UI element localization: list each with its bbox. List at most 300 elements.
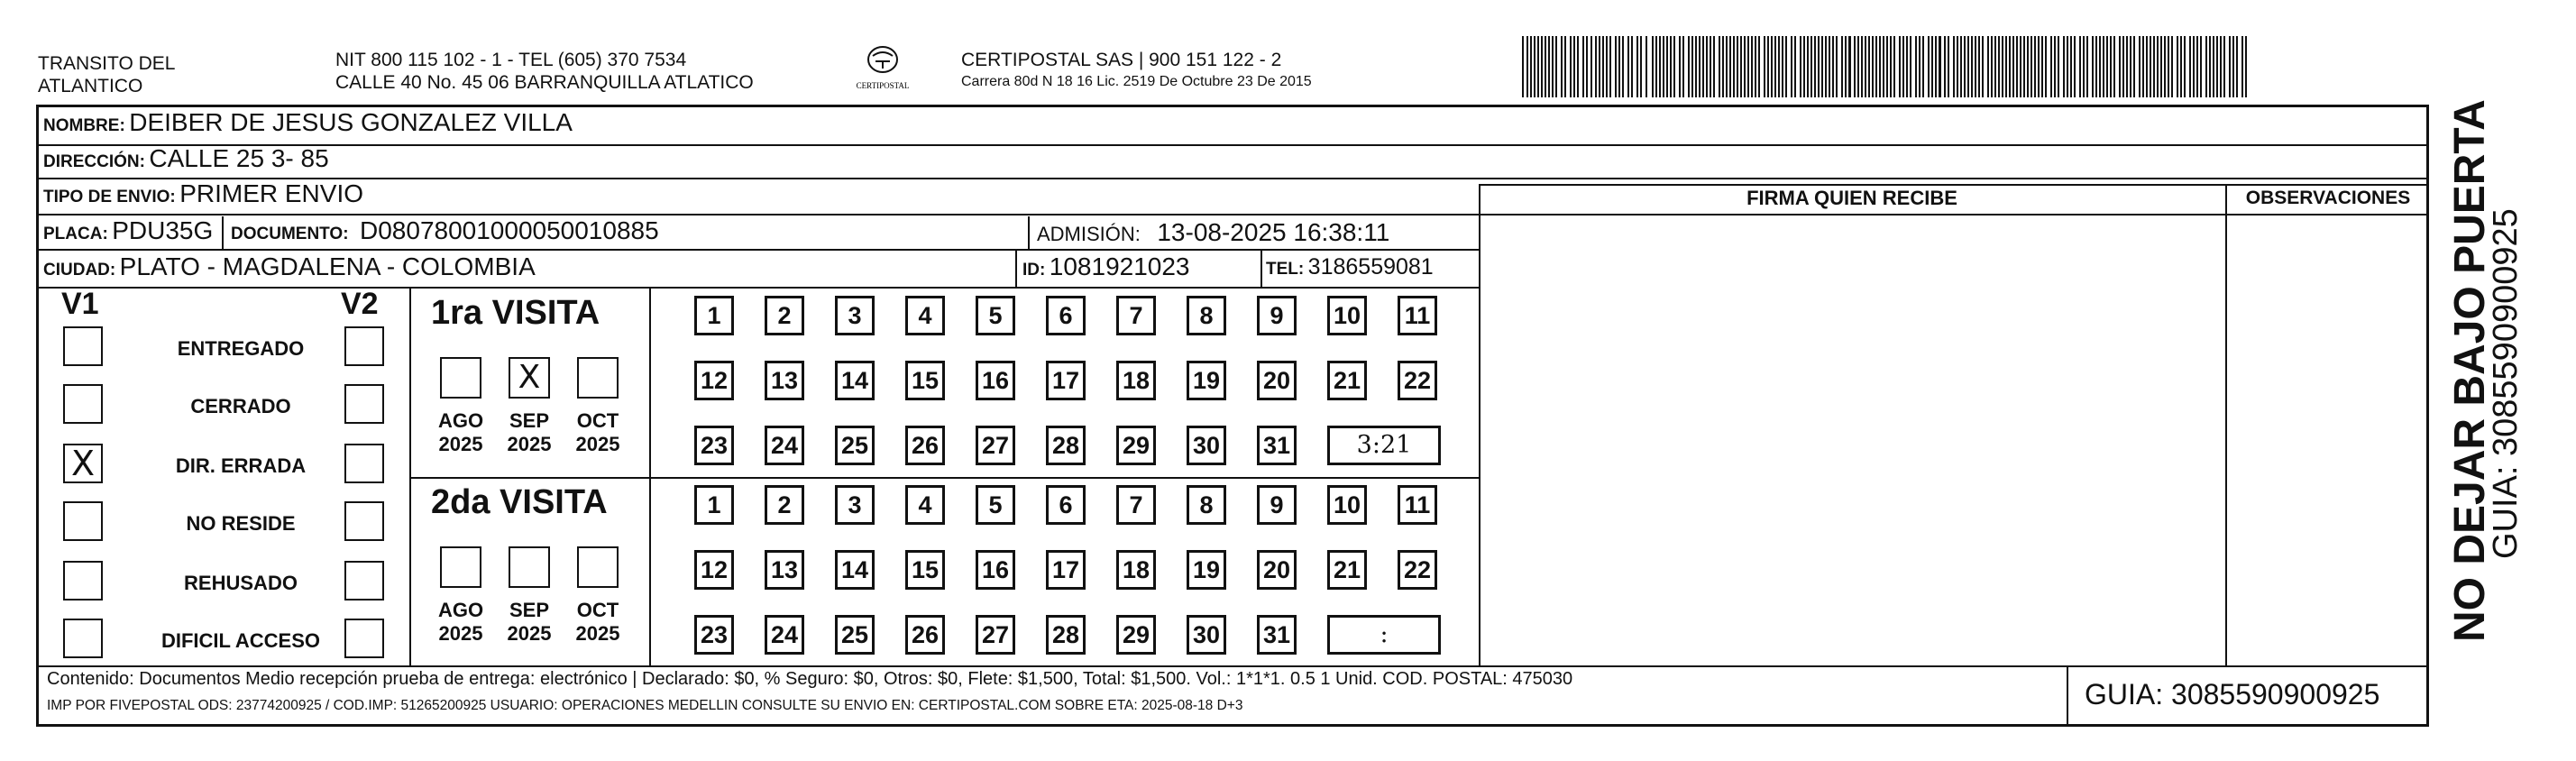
barcode-bar (1886, 36, 1888, 97)
month-label (566, 409, 629, 456)
barcode-bar (1706, 36, 1708, 97)
month-year: 2025 (438, 622, 483, 645)
footer-guia: GUIA: 3085590900925 (2085, 678, 2380, 711)
day-box[interactable]: 17 (1046, 550, 1086, 590)
status-label: NO RESIDE (186, 512, 296, 535)
barcode-bar (1975, 36, 1976, 97)
barcode-bar (1883, 36, 1884, 97)
barcode-bar (1953, 36, 1955, 97)
barcode-bar (1967, 36, 1969, 97)
month-name: AGO (437, 599, 484, 621)
barcode-bar (2160, 36, 2162, 97)
day-box[interactable]: 26 (905, 615, 945, 655)
barcode-bar (1719, 36, 1720, 97)
day-box[interactable]: 21 (1327, 550, 1367, 590)
day-box[interactable]: 30 (1187, 426, 1226, 465)
barcode-bar (2034, 36, 2036, 97)
barcode-bar (2106, 36, 2108, 97)
barcode-bar (1710, 36, 1711, 97)
barcode-bar (1814, 36, 1816, 97)
barcode-bar (1899, 36, 1901, 97)
barcode-bar (2126, 36, 2128, 97)
barcode-bar (2058, 36, 2059, 97)
direccion-field (43, 144, 329, 173)
day-box[interactable]: 5 (976, 485, 1015, 525)
barcode-bar (2146, 36, 2148, 97)
barcode-bar (1606, 36, 1608, 97)
time-box[interactable]: : (1327, 615, 1441, 655)
barcode-bar (1893, 36, 1895, 97)
barcode-bar (1879, 36, 1881, 97)
barcode-bar (1615, 36, 1617, 97)
day-box[interactable]: 31 (1257, 615, 1297, 655)
tel-field (1266, 254, 1434, 280)
status-label: DIFICIL ACCESO (160, 629, 320, 652)
nombre-value: DEIBER DE JESUS GONZALEZ VILLA (129, 108, 573, 136)
day-box[interactable]: 3 (835, 296, 875, 335)
month-checkbox[interactable] (577, 357, 619, 399)
month-label (498, 599, 561, 646)
barcode-bar (1691, 36, 1693, 97)
day-box[interactable]: 21 (1327, 361, 1367, 400)
courier-license: Carrera 80d N 18 16 Lic. 2519 De Octubre 23 De 2015 (961, 74, 1312, 89)
barcode-bar (1744, 36, 1746, 97)
barcode-bar (1646, 36, 1647, 97)
sender-name-line1: TRANSITO DEL (38, 53, 176, 74)
barcode-bar (2216, 36, 2218, 97)
day-box[interactable]: 28 (1046, 615, 1086, 655)
barcode-bar (1982, 36, 1984, 97)
barcode-bar (1875, 36, 1877, 97)
barcode-bar (2083, 36, 2085, 97)
barcode-bar (1682, 36, 1684, 97)
month-name: SEP (509, 599, 550, 621)
barcode-bar (1825, 36, 1827, 97)
day-box[interactable]: 2 (765, 296, 804, 335)
day-box[interactable]: 9 (1257, 296, 1297, 335)
v1-checkbox[interactable] (63, 561, 103, 601)
barcode-bar (1998, 36, 2000, 97)
barcode-bar (1726, 36, 1728, 97)
barcode-bar (2041, 36, 2043, 97)
day-box[interactable]: 23 (694, 426, 734, 465)
barcode-bar (2079, 36, 2081, 97)
ciudad-value: PLATO - MAGDALENA - COLOMBIA (119, 252, 536, 280)
barcode-bar (1872, 36, 1874, 97)
barcode-bar (1673, 36, 1675, 97)
barcode-bar (1890, 36, 1892, 97)
day-box[interactable]: 14 (835, 361, 875, 400)
day-box[interactable]: 4 (905, 296, 945, 335)
barcode-bar (2213, 36, 2214, 97)
v1-checkbox[interactable] (63, 384, 103, 424)
barcode-bar (2095, 36, 2097, 97)
barcode-bar (1821, 36, 1823, 97)
barcode-bar (1960, 36, 1962, 97)
barcode-bar (2074, 36, 2076, 97)
day-box[interactable]: 23 (694, 615, 734, 655)
month-name: OCT (576, 599, 619, 621)
barcode-bar (1939, 36, 1941, 97)
barcode-bar (1832, 36, 1834, 97)
barcode-bar (1695, 36, 1697, 97)
day-box[interactable]: 15 (905, 361, 945, 400)
day-box[interactable]: 12 (694, 550, 734, 590)
day-box[interactable]: 18 (1116, 361, 1156, 400)
day-box[interactable]: 24 (765, 426, 804, 465)
barcode-bar (1609, 36, 1611, 97)
month-checkbox[interactable] (577, 546, 619, 588)
sender-info-line2: CALLE 40 No. 45 06 BARRANQUILLA ATLATICO (335, 72, 754, 93)
observaciones-area[interactable] (2227, 216, 2427, 664)
documento-field (231, 216, 659, 245)
barcode-bar (2031, 36, 2032, 97)
day-box[interactable]: 6 (1046, 485, 1086, 525)
sender-info-line1: NIT 800 115 102 - 1 - TEL (605) 370 7534 (335, 50, 687, 70)
barcode-bar (1537, 36, 1539, 97)
barcode-bar (1591, 36, 1592, 97)
barcode-bar (2103, 36, 2104, 97)
admision-label: ADMISIÓN: (1037, 223, 1141, 245)
tipo-envio-label: TIPO DE ENVIO: (43, 188, 176, 206)
id-value: 1081921023 (1049, 252, 1190, 280)
month-name: SEP (509, 409, 550, 432)
barcode-bar (1552, 36, 1554, 97)
day-box[interactable]: 27 (976, 426, 1015, 465)
barcode-bar (1573, 36, 1575, 97)
v1-checkbox[interactable] (63, 501, 103, 541)
barcode-bar (2054, 36, 2056, 97)
barcode-bar (1622, 36, 1624, 97)
day-box[interactable]: 9 (1257, 485, 1297, 525)
barcode-bar (1948, 36, 1949, 97)
barcode-bar (1722, 36, 1724, 97)
barcode-bar (1800, 36, 1801, 97)
barcode-bar (1599, 36, 1600, 97)
courier-logo-text: CERTIPOSTAL (856, 81, 910, 90)
tipo-envio-field (43, 179, 363, 208)
sender-name-line2: ATLANTICO (38, 76, 143, 96)
day-box[interactable]: 25 (835, 426, 875, 465)
time-box[interactable]: 3:21 (1327, 426, 1441, 465)
month-label (498, 409, 561, 456)
barcode-bar (2205, 36, 2207, 97)
day-box[interactable]: 16 (976, 361, 1015, 400)
day-box[interactable]: 4 (905, 485, 945, 525)
barcode-bar (1737, 36, 1738, 97)
tipo-envio-value: PRIMER ENVIO (179, 179, 364, 207)
v1-checkbox[interactable] (63, 444, 103, 483)
barcode-bar (2130, 36, 2131, 97)
barcode-bar (2177, 36, 2178, 97)
barcode-bar (1902, 36, 1904, 97)
firma-heading: FIRMA QUIEN RECIBE (1746, 187, 1957, 209)
barcode-bar (1545, 36, 1546, 97)
day-box[interactable]: 8 (1187, 485, 1226, 525)
observaciones-heading: OBSERVACIONES (2245, 188, 2411, 208)
impreso-text: IMP POR FIVEPOSTAL ODS: 23774200925 / COD.IMP: 51265200925 USUARIO: OPERACIONES MEDELLIN CONSULTE SU ENVIO EN: CERTIPOSTAL.COM SOBRE ETA: 2025-08-18 D+3 (47, 698, 1243, 713)
day-box[interactable]: 18 (1116, 550, 1156, 590)
barcode-bar (1915, 36, 1917, 97)
side-guia: GUIA: 3085590900925 (2487, 208, 2525, 559)
day-box[interactable]: 25 (835, 615, 875, 655)
day-box[interactable]: 11 (1398, 296, 1437, 335)
month-label (429, 599, 492, 646)
barcode-bar (1747, 36, 1749, 97)
barcode-bar (1854, 36, 1856, 97)
day-box[interactable]: 13 (765, 361, 804, 400)
barcode-bar (1530, 36, 1532, 97)
direccion-label: DIRECCIÓN: (43, 152, 145, 171)
barcode-bar (1868, 36, 1870, 97)
barcode-bar (1807, 36, 1809, 97)
placa-value: PDU35G (112, 216, 214, 244)
month-year: 2025 (575, 622, 620, 645)
barcode-bar (1740, 36, 1742, 97)
barcode-bar (1841, 36, 1843, 97)
day-box[interactable]: 16 (976, 550, 1015, 590)
barcode-bar (2016, 36, 2018, 97)
barcode-bar (1602, 36, 1604, 97)
barcode-bar (1865, 36, 1866, 97)
barcode-bar (1764, 36, 1765, 97)
barcode-bar (2005, 36, 2007, 97)
barcode-bar (1586, 36, 1588, 97)
barcode-bar (1803, 36, 1805, 97)
month-checkbox[interactable] (440, 357, 481, 399)
barcode-bar (1818, 36, 1820, 97)
barcode-bar (2200, 36, 2202, 97)
barcode-bar (1627, 36, 1629, 97)
id-field (1022, 252, 1190, 281)
barcode-bar (1582, 36, 1584, 97)
v1-checkbox[interactable] (63, 619, 103, 658)
day-box[interactable]: 24 (765, 615, 804, 655)
month-year: 2025 (507, 622, 552, 645)
day-box[interactable]: 7 (1116, 296, 1156, 335)
month-checkbox[interactable] (509, 546, 550, 588)
barcode-bar (2113, 36, 2115, 97)
side-warning: NO DEJAR BAJO PUERTA (2446, 99, 2494, 642)
barcode-bar (2009, 36, 2011, 97)
day-box[interactable]: 1 (694, 296, 734, 335)
barcode-bar (1836, 36, 1838, 97)
contenido-text: Contenido: Documentos Medio recepción prueba de entrega: electrónico | Declarado: $0, % Seguro: $0, Otros: $0, Flete: $1,500, Total: $1,500. Vol.: 1*1*1. 0.5 1 Unid. COD. POSTAL: 475030 (47, 669, 1573, 689)
barcode-bar (2070, 36, 2072, 97)
day-box[interactable]: 5 (976, 296, 1015, 335)
month-checkbox[interactable] (440, 546, 481, 588)
barcode-bar (1666, 36, 1668, 97)
barcode-bar (1655, 36, 1657, 97)
day-box[interactable]: 12 (694, 361, 734, 400)
barcode-bar (2245, 36, 2247, 97)
barcode-bar (1713, 36, 1715, 97)
barcode-bar (2184, 36, 2186, 97)
barcode-bar (2110, 36, 2112, 97)
barcode-bar (1699, 36, 1701, 97)
barcode-bar (2196, 36, 2198, 97)
v1-checkbox[interactable] (63, 326, 103, 366)
barcode-bar (2012, 36, 2014, 97)
visit2-title: 2da VISITA (431, 483, 608, 521)
month-year: 2025 (575, 433, 620, 455)
barcode-bar (1522, 36, 1524, 97)
barcode-bar (1729, 36, 1731, 97)
barcode-bar (1791, 36, 1792, 97)
sender-info (335, 49, 754, 94)
barcode-bar (2020, 36, 2021, 97)
barcode-bar (1577, 36, 1579, 97)
barcode-bar (2099, 36, 2101, 97)
v2-checkbox[interactable] (344, 444, 384, 483)
barcode-bar (2180, 36, 2182, 97)
day-box[interactable]: 15 (905, 550, 945, 590)
month-name: OCT (576, 409, 619, 432)
day-box[interactable]: 27 (976, 615, 1015, 655)
courier-name: CERTIPOSTAL SAS | 900 151 122 - 2 (961, 50, 1282, 70)
barcode-bar (1663, 36, 1664, 97)
documento-label: DOCUMENTO: (231, 225, 349, 243)
barcode-graphic (1522, 36, 2254, 97)
barcode-bar (1652, 36, 1654, 97)
day-box[interactable]: 29 (1116, 615, 1156, 655)
barcode-bar (1659, 36, 1661, 97)
barcode-bar (1778, 36, 1780, 97)
barcode-bar (1561, 36, 1563, 97)
barcode-bar (2067, 36, 2068, 97)
barcode-bar (1534, 36, 1536, 97)
nombre-field (43, 108, 573, 137)
barcode-bar (2063, 36, 2065, 97)
barcode-bar (1935, 36, 1937, 97)
day-box[interactable]: 20 (1257, 361, 1297, 400)
v2-checkbox[interactable] (344, 501, 384, 541)
month-checkbox[interactable]: X (509, 357, 550, 399)
barcode-bar (2157, 36, 2159, 97)
v2-heading: V2 (341, 287, 379, 321)
v2-checkbox[interactable] (344, 561, 384, 601)
barcode-bar (2092, 36, 2094, 97)
barcode-bar (1636, 36, 1638, 97)
day-box[interactable]: 26 (905, 426, 945, 465)
status-label: ENTREGADO (177, 337, 305, 360)
tel-value: 3186559081 (1307, 254, 1434, 280)
barcode-bar (1631, 36, 1633, 97)
barcode-bar (1755, 36, 1756, 97)
day-box[interactable]: 10 (1327, 485, 1367, 525)
v2-checkbox[interactable] (344, 326, 384, 366)
barcode-bar (2122, 36, 2124, 97)
tel-label: TEL: (1266, 260, 1305, 279)
v2-checkbox[interactable] (344, 384, 384, 424)
day-box[interactable]: 19 (1187, 361, 1226, 400)
barcode-bar (1785, 36, 1787, 97)
barcode-bar (1758, 36, 1760, 97)
barcode-bar (1548, 36, 1550, 97)
barcode-bar (2193, 36, 2195, 97)
v2-checkbox[interactable] (344, 619, 384, 658)
day-box[interactable]: 10 (1327, 296, 1367, 335)
barcode-bar (2223, 36, 2225, 97)
id-label: ID: (1022, 261, 1046, 280)
day-box[interactable]: 14 (835, 550, 875, 590)
barcode-bar (1857, 36, 1859, 97)
barcode-bar (1570, 36, 1572, 97)
month-year: 2025 (507, 433, 552, 455)
barcode-bar (1774, 36, 1776, 97)
barcode-bar (1991, 36, 1993, 97)
barcode-bar (2023, 36, 2025, 97)
day-box[interactable]: 22 (1398, 550, 1437, 590)
barcode-bar (2119, 36, 2121, 97)
firma-area[interactable] (1481, 216, 2223, 664)
barcode-bar (2229, 36, 2231, 97)
admision-value: 13-08-2025 16:38:11 (1157, 218, 1390, 246)
placa-field (43, 216, 213, 245)
barcode-bar (2050, 36, 2052, 97)
barcode-bar (2086, 36, 2088, 97)
barcode-bar (1541, 36, 1543, 97)
day-box[interactable]: 8 (1187, 296, 1226, 335)
barcode-bar (1555, 36, 1557, 97)
day-box[interactable]: 29 (1116, 426, 1156, 465)
barcode-bar (2139, 36, 2141, 97)
barcode-bar (2150, 36, 2151, 97)
documento-value: D08078001000050010885 (360, 216, 659, 244)
barcode-bar (2153, 36, 2155, 97)
admision-field (1037, 218, 1389, 247)
day-box[interactable]: 20 (1257, 550, 1297, 590)
barcode-bar (2171, 36, 2173, 97)
barcode-bar (1811, 36, 1812, 97)
status-label: REHUSADO (184, 572, 298, 594)
barcode-bar (1910, 36, 1911, 97)
barcode-bar (1944, 36, 1946, 97)
barcode-bar (2232, 36, 2234, 97)
barcode-bar (1670, 36, 1672, 97)
barcode-bar (1679, 36, 1681, 97)
barcode-bar (1640, 36, 1642, 97)
day-box[interactable]: 7 (1116, 485, 1156, 525)
ciudad-label: CIUDAD: (43, 261, 116, 280)
barcode-bar (1957, 36, 1958, 97)
day-box[interactable]: 17 (1046, 361, 1086, 400)
month-label (566, 599, 629, 646)
barcode-bar (1978, 36, 1980, 97)
day-box[interactable]: 6 (1046, 296, 1086, 335)
barcode-bar (1861, 36, 1863, 97)
nombre-label: NOMBRE: (43, 116, 125, 135)
day-box[interactable]: 22 (1398, 361, 1437, 400)
day-box[interactable]: 2 (765, 485, 804, 525)
day-box[interactable]: 31 (1257, 426, 1297, 465)
day-box[interactable]: 13 (765, 550, 804, 590)
day-box[interactable]: 30 (1187, 615, 1226, 655)
direccion-value: CALLE 25 3- 85 (149, 144, 329, 172)
barcode-bar (1848, 36, 1851, 97)
day-box[interactable]: 1 (694, 485, 734, 525)
day-box[interactable]: 19 (1187, 550, 1226, 590)
barcode-bar (2168, 36, 2169, 97)
barcode-bar (1922, 36, 1924, 97)
barcode-bar (2038, 36, 2040, 97)
day-box[interactable]: 11 (1398, 485, 1437, 525)
day-box[interactable]: 3 (835, 485, 875, 525)
ciudad-field (43, 252, 536, 281)
day-box[interactable]: 28 (1046, 426, 1086, 465)
status-label: DIR. ERRADA (175, 454, 307, 477)
barcode-bar (2209, 36, 2211, 97)
